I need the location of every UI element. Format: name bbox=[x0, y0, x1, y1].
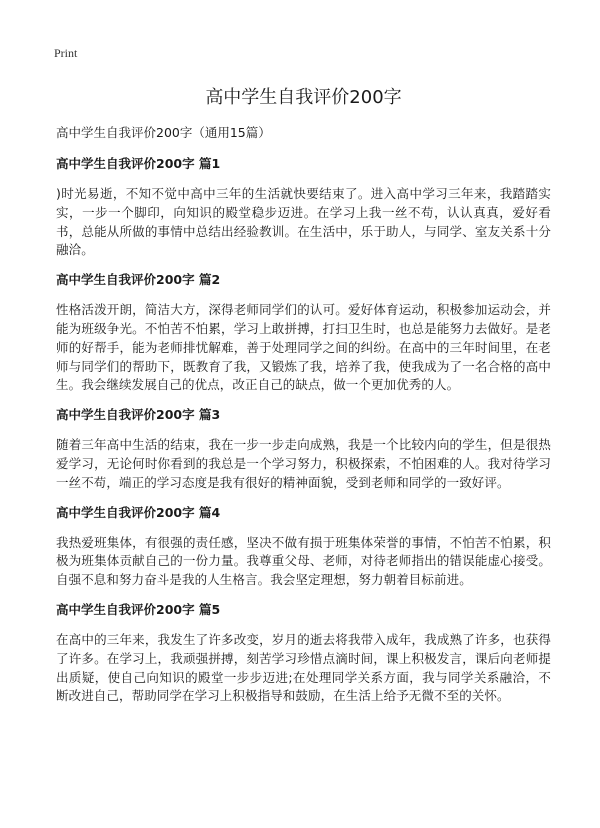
section-body: 我热爱班集体，有很强的责任感，坚决不做有损于班集体荣誉的事情，不怕苦不怕累，积极为班集体贡献自己的一份力量。我尊重父母、老师，对待老师指出的错误能虚心接受。自强不息和努力奋斗是我的人生格言。我会坚定理想，努力朝着目标前进。 bbox=[56, 534, 551, 588]
print-link[interactable]: Print bbox=[54, 46, 78, 60]
page-title: 高中学生自我评价200字 bbox=[205, 87, 402, 108]
document-subtitle: 高中学生自我评价200字（通用15篇） bbox=[56, 125, 271, 140]
section-2 bbox=[56, 271, 551, 395]
section-heading: 高中学生自我评价200字 篇2 bbox=[56, 272, 221, 288]
section-heading: 高中学生自我评价200字 篇1 bbox=[56, 156, 221, 171]
section-heading: 高中学生自我评价200字 篇4 bbox=[56, 504, 221, 520]
section-1 bbox=[56, 155, 551, 260]
section-4 bbox=[56, 504, 551, 590]
section-body: 在高中的三年来，我发生了许多改变，岁月的逝去将我带入成年，我成熟了许多，也获得了许多。在学习上，我顽强拼搏，刻苦学习珍惜点滴时间，课上积极发言，课后向老师提出质疑，使自己向知识的殿堂一步步迈进;在处理同学关系方面，我与同学关系融洽，不断改进自己，帮助同学在学习上积极指导和鼓励，在生活上给予无微不至的关怀。 bbox=[56, 631, 551, 704]
section-heading: 高中学生自我评价200字 篇3 bbox=[56, 407, 221, 423]
section-heading: 高中学生自我评价200字 篇5 bbox=[56, 601, 221, 617]
section-body: 随着三年高中生活的结束，我在一步一步走向成熟，我是一个比较内向的学生，但是很热爱学习，无论何时你看到的我总是一个学习努力，积极探索，不怕困难的人。我对待学习一丝不苟，端正的学习态度是我有很好的精神面貌，受到老师和同学的一致好评。 bbox=[56, 437, 551, 490]
section-body: )时光易逝，不知不觉中高中三年的生活就快要结束了。进入高中学习三年来，我踏踏实实，一步一个脚印，向知识的殿堂稳步迈进。在学习上我一丝不苟，认认真真，爱好看书，总能从所做的事情中总结出经验教训。在生活中，乐于助人，与同学、室友关系十分融洽。 bbox=[56, 186, 551, 258]
section-3 bbox=[56, 406, 551, 492]
section-body: 性格活泼开朗，简洁大方，深得老师同学们的认可。爱好体育运动，积极参加运动会，并能为班级争光。不怕苦不怕累，学习上敢拼搏，打扫卫生时，也总是能努力去做好。是老师的好帮手，能为老师排忧解难，善于处理同学之间的纠纷。在高中的三年时间里，在老师与同学们的帮助下，既教育了我，又锻炼了我，培养了我，使我成为了一名合格的高中生。我会继续发展自己的优点，改正自己的缺点，做一个更加优秀的人。 bbox=[56, 302, 551, 393]
section-5 bbox=[56, 601, 551, 706]
